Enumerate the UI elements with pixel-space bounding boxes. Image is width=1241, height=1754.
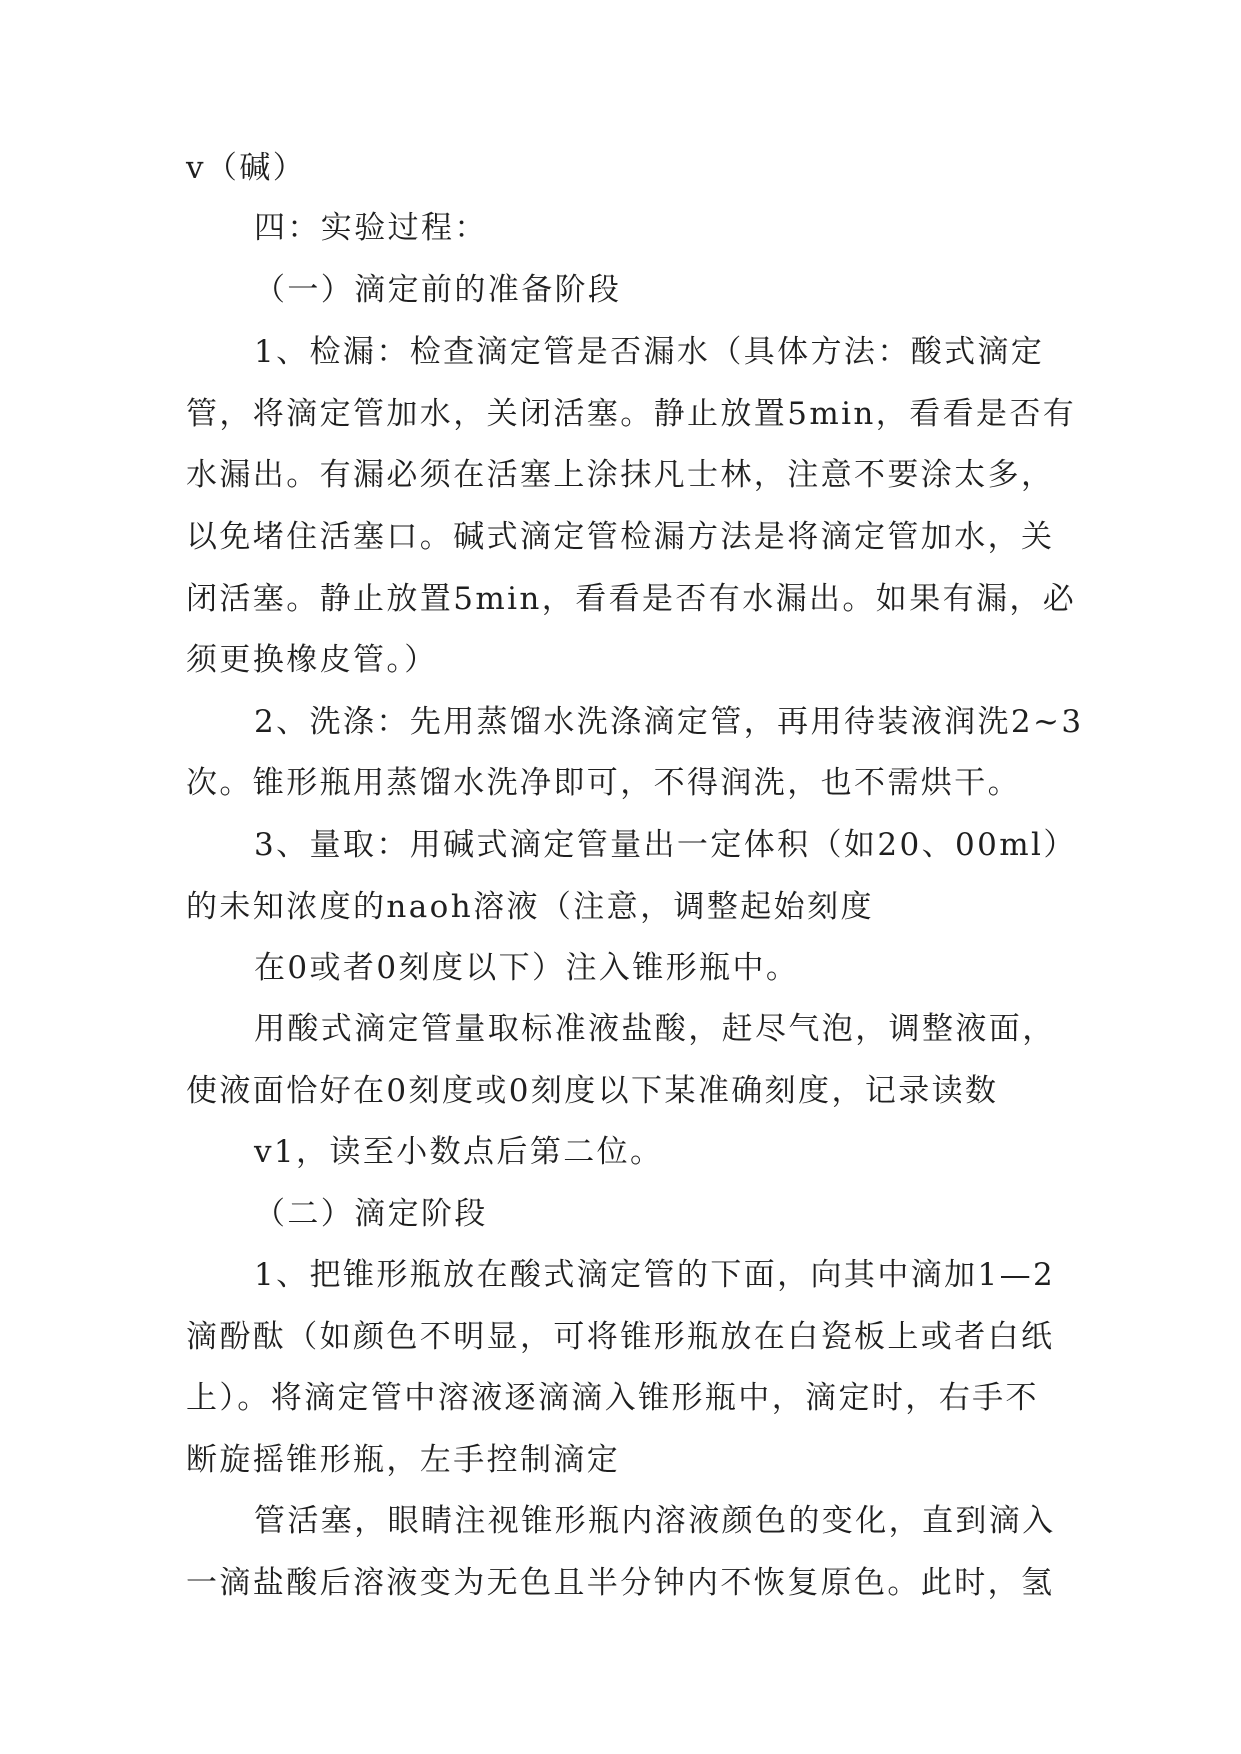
text-line: 使液面恰好在0刻度或0刻度以下某准确刻度，记录读数 xyxy=(186,1073,999,1109)
text-line: 次。锥形瓶用蒸馏水洗净即可，不得润洗，也不需烘干。 xyxy=(186,765,1021,801)
text-line: 用酸式滴定管量取标准液盐酸，赶尽气泡，调整液面， xyxy=(254,1011,1056,1047)
section-heading: 四：实验过程： xyxy=(254,210,488,246)
text-line: 须更换橡皮管。） xyxy=(186,642,438,678)
text-line: 管活塞，眼睛注视锥形瓶内溶液颜色的变化，直到滴入 xyxy=(254,1503,1056,1539)
subsection-heading: （二）滴定阶段 xyxy=(254,1196,488,1232)
text-line: 闭活塞。静止放置5min，看看是否有水漏出。如果有漏，必 xyxy=(186,581,1077,617)
text-line: v（碱） xyxy=(186,150,307,186)
text-line: 一滴盐酸后溶液变为无色且半分钟内不恢复原色。此时，氢 xyxy=(186,1565,1055,1601)
text-line: 以免堵住活塞口。碱式滴定管检漏方法是将滴定管加水，关 xyxy=(186,519,1055,555)
text-line: 水漏出。有漏必须在活塞上涂抹凡士林，注意不要涂太多， xyxy=(186,457,1055,493)
text-line: 3、量取：用碱式滴定管量出一定体积（如20、00ml） xyxy=(254,827,1077,863)
text-line: 1、把锥形瓶放在酸式滴定管的下面，向其中滴加1—2 xyxy=(254,1257,1056,1293)
text-line: 1、检漏：检查滴定管是否漏水（具体方法：酸式滴定 xyxy=(254,334,1045,370)
text-line: 的未知浓度的naoh溶液（注意，调整起始刻度 xyxy=(186,889,874,925)
text-line: 滴酚酞（如颜色不明显，可将锥形瓶放在白瓷板上或者白纸 xyxy=(186,1319,1055,1355)
text-line: v1，读至小数点后第二位。 xyxy=(254,1134,664,1170)
text-line: 在0或者0刻度以下）注入锥形瓶中。 xyxy=(254,950,800,986)
text-line: 断旋摇锥形瓶，左手控制滴定 xyxy=(186,1442,621,1478)
text-line: 2、洗涤：先用蒸馏水洗涤滴定管，再用待装液润洗2~3 xyxy=(254,704,1084,740)
text-line: 管，将滴定管加水，关闭活塞。静止放置5min，看看是否有 xyxy=(186,396,1077,432)
subsection-heading: （一）滴定前的准备阶段 xyxy=(254,272,622,308)
text-line: 上）。将滴定管中溶液逐滴滴入锥形瓶中，滴定时，右手不 xyxy=(186,1380,1039,1416)
